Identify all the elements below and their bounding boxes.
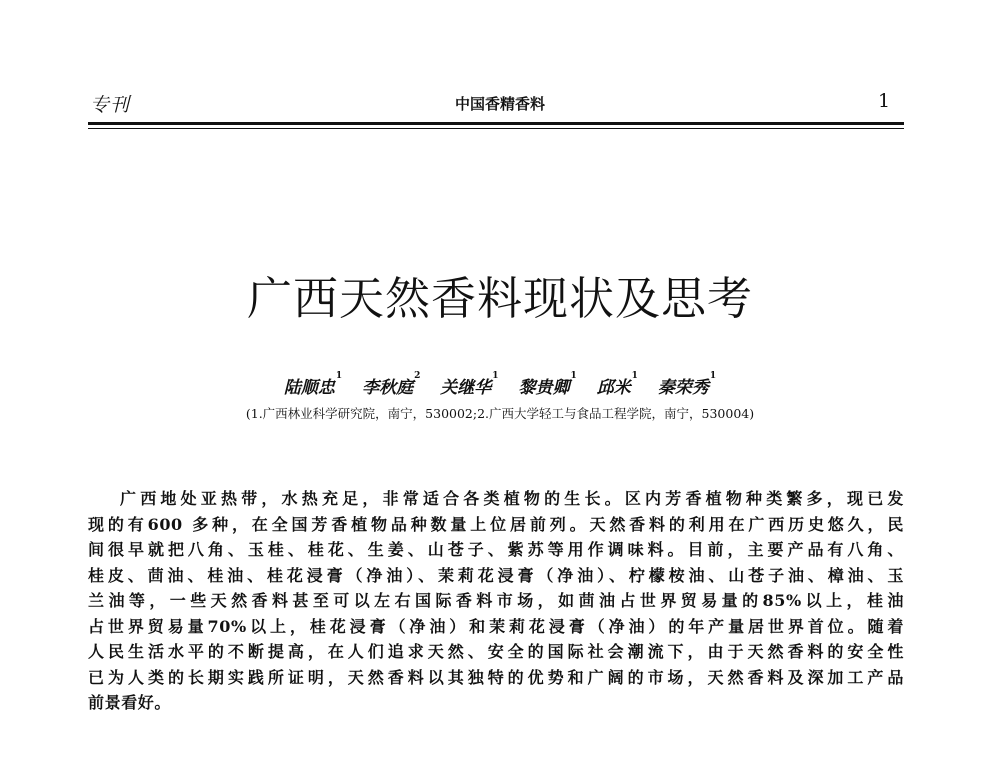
page-number: 1 xyxy=(878,90,891,112)
journal-name: 中国香精香料 xyxy=(454,95,545,113)
author-name: 陆顺忠 xyxy=(283,378,335,398)
affiliation: (1.广西林业科学研究院，南宁，530002;2.广西大学轻工与食品工程学院，南宁，530004) xyxy=(245,406,755,421)
author xyxy=(284,373,342,398)
affiliation-mark: 1 xyxy=(492,371,499,381)
affiliation-mark: 1 xyxy=(335,371,343,381)
article-title: 广西天然香料现状及思考 xyxy=(246,272,753,325)
author xyxy=(362,373,420,398)
body-line: 现的有600 多种，在全国芳香植物品种数量上位居前列。天然香料的利用在广西历史悠久，民 xyxy=(88,514,904,534)
author-name: 邱米 xyxy=(596,378,631,398)
body-line: 间很早就把八角、玉桂、桂花、生姜、山苍子、紫苏等用作调味料。目前，主要产品有八角、 xyxy=(88,540,904,559)
author xyxy=(658,373,716,398)
author-list xyxy=(0,373,1000,398)
body-line: 占世界贸易量70%以上，桂花浸膏（净油）和茉莉花浸膏（净油）的年产量居世界首位。随着 xyxy=(88,616,904,636)
affiliation-mark: 1 xyxy=(709,371,717,381)
body-line: 广西地处亚热带，水热充足，非常适合各类植物的生长。区内芳香植物种类繁多，现已发 xyxy=(120,489,904,508)
body-line: 桂皮、茴油、桂油、桂花浸膏（净油）、茉莉花浸膏（净油）、柠檬桉油、山苍子油、樟油、玉 xyxy=(88,565,904,585)
author-name: 李秋庭 xyxy=(362,378,414,398)
author-name: 秦荣秀 xyxy=(657,378,709,398)
body-line: 前景看好。 xyxy=(88,693,172,712)
author-name: 黎贵卿 xyxy=(518,378,570,398)
author xyxy=(440,373,498,398)
affiliation-mark: 1 xyxy=(570,371,577,381)
author xyxy=(518,373,576,398)
body-paragraph xyxy=(88,486,904,716)
body-line: 已为人类的长期实践所证明，天然香料以其独特的优势和广阔的市场，天然香料及深加工产品 xyxy=(88,667,904,687)
author xyxy=(597,373,638,398)
affiliation-mark: 2 xyxy=(414,371,421,381)
affiliation-mark: 1 xyxy=(631,371,638,381)
running-header-left: 专刊 xyxy=(90,94,131,116)
author-name: 关继华 xyxy=(440,378,492,398)
header-rule-thick xyxy=(88,122,904,125)
body-line: 人民生活水平的不断提高，在人们追求天然、安全的国际社会潮流下，由于天然香料的安全性 xyxy=(88,642,904,661)
body-line: 兰油等，一些天然香料甚至可以左右国际香料市场，如茴油占世界贸易量的85%以上，桂油 xyxy=(88,591,904,610)
header-rule-thin xyxy=(88,128,904,129)
